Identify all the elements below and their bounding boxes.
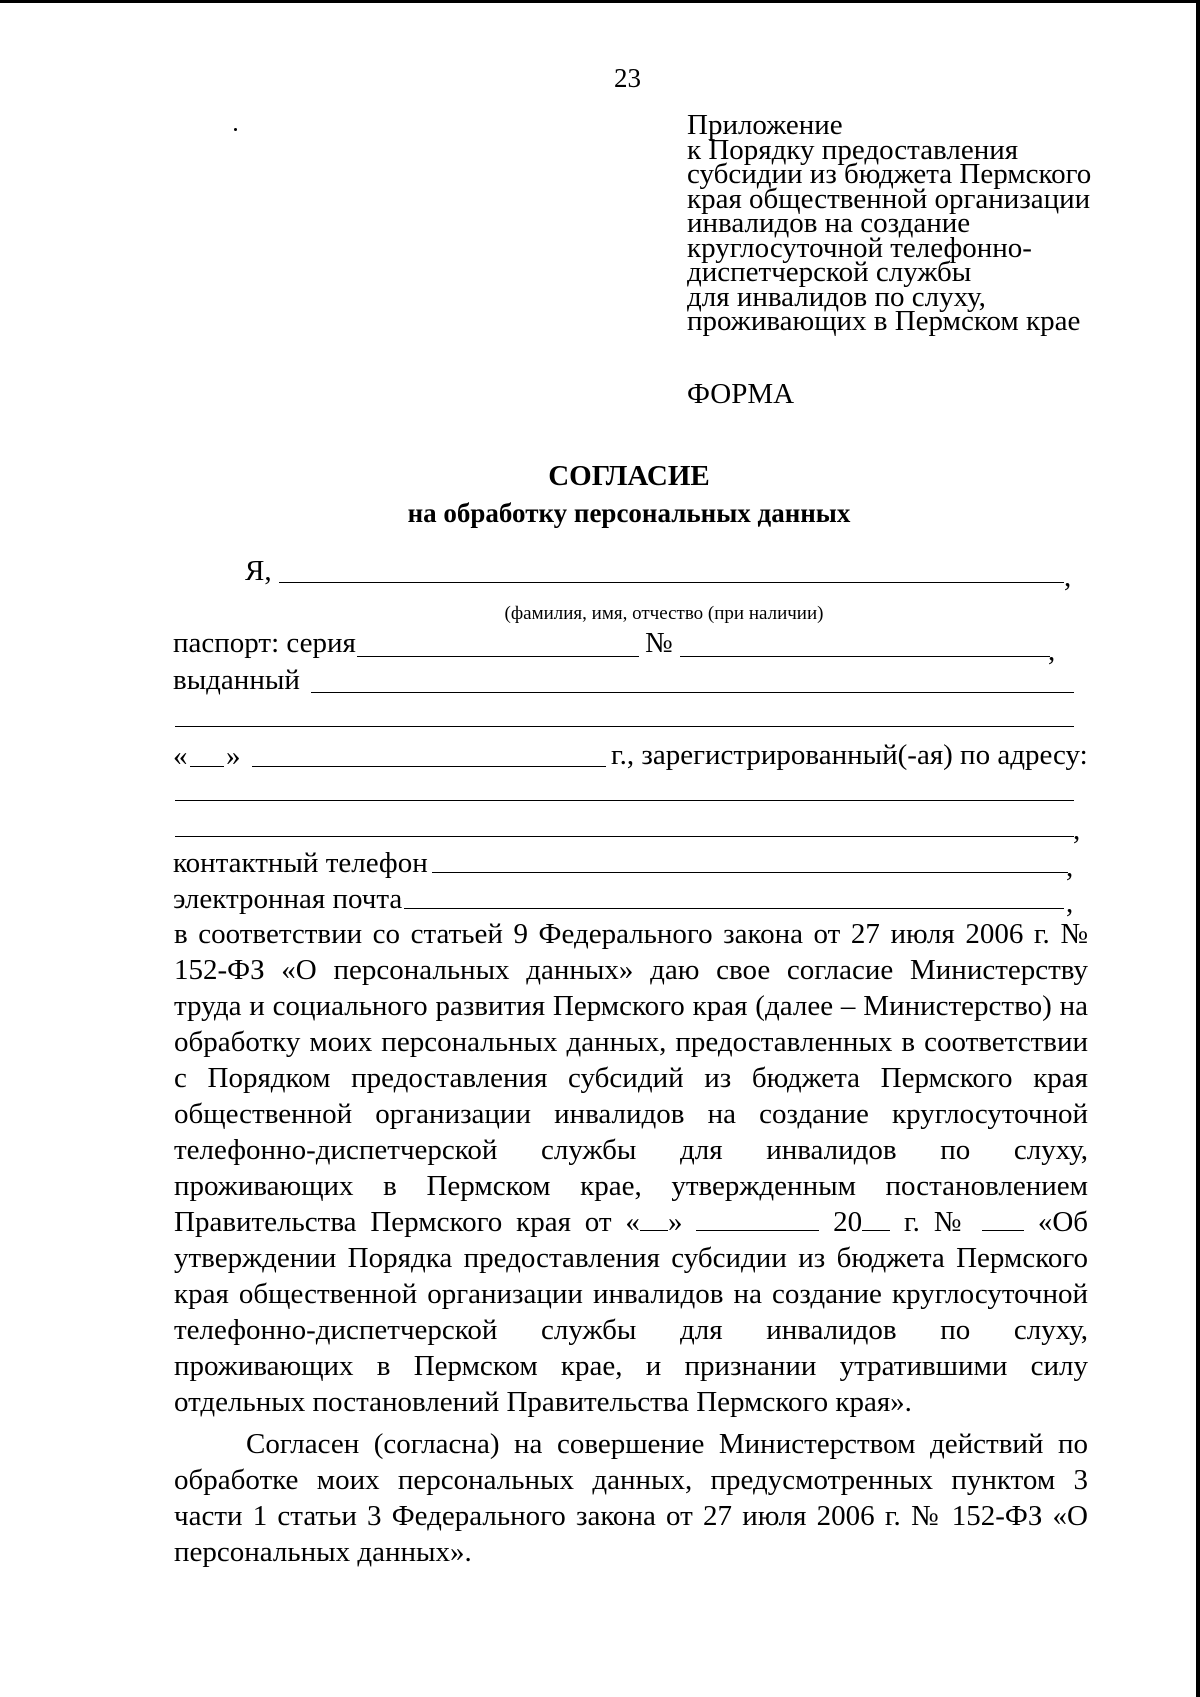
name-field-hint: (фамилия, имя, отчество (при наличии) [504, 603, 824, 624]
scan-border-top [0, 0, 1200, 3]
appendix-line: субсидии из бюджета Пермского [687, 158, 1092, 190]
issue-day-field[interactable] [190, 766, 224, 767]
appendix-line: инвалидов на создание [687, 207, 971, 239]
consent-text-end: «Об утверждении Порядка предоставления субсидии из бюджета Пермского края общественной организации инвалидов на создание круглосуточной телефонно-диспетчерской службы для инвалидов по слуху, проживающих в Пермском крае, и признании утратившими силу отдельных постановлений Правительства Пермского края». [174, 1206, 1089, 1418]
appendix-line: круглосуточной телефонно- [687, 231, 1032, 264]
resolution-day-field[interactable] [640, 1206, 668, 1231]
issue-date-close-quote: » [226, 740, 241, 772]
name-field[interactable] [279, 582, 1064, 583]
comma: , [1064, 561, 1072, 593]
phone-label: контактный телефон [173, 847, 428, 879]
issue-month-year-field[interactable] [252, 766, 606, 767]
passport-number-label: № [645, 627, 673, 659]
appendix-line: Приложение [687, 109, 843, 141]
name-label: Я, [245, 555, 272, 587]
consent-paragraph [174, 916, 1088, 1420]
consent-text-number: г. № [890, 1206, 982, 1238]
scan-border-right [1196, 0, 1200, 1697]
address-field-continued[interactable] [175, 836, 1074, 837]
appendix-line: к Порядку предоставления [687, 133, 1019, 166]
passport-series-label: паспорт: серия [173, 627, 356, 659]
issued-label: выданный [173, 664, 300, 696]
passport-series-field[interactable] [357, 656, 639, 657]
resolution-number-field[interactable] [982, 1206, 1024, 1231]
comma: , [1048, 635, 1056, 667]
document-title: СОГЛАСИЕ [548, 460, 710, 492]
issued-by-field-continued[interactable] [175, 726, 1074, 727]
email-field[interactable] [404, 908, 1064, 909]
consent-text-quote: » [667, 1206, 697, 1238]
resolution-month-field[interactable] [696, 1206, 819, 1231]
form-label: ФОРМА [687, 378, 795, 410]
appendix-block [687, 109, 1107, 337]
issue-date-open-quote: « [173, 740, 188, 772]
page-number: 23 [614, 63, 641, 93]
comma: , [1066, 887, 1074, 919]
email-label: электронная почта [173, 883, 403, 915]
passport-number-field[interactable] [680, 656, 1050, 657]
appendix-line: диспетчерской службы [687, 256, 972, 288]
consent-body [174, 916, 1088, 1570]
phone-field[interactable] [432, 872, 1068, 873]
issued-by-field[interactable] [311, 692, 1074, 693]
comma: , [1073, 814, 1081, 846]
appendix-line: проживающих в Пермском крае [687, 305, 1081, 337]
scan-speck [234, 128, 237, 131]
registered-address-label: г., зарегистрированный(-ая) по адресу: [611, 739, 1088, 771]
appendix-line: края общественной организации [687, 182, 1091, 215]
consent-paragraph-2: Согласен (согласна) на совершение Министерством действий по обработке моих персональных данных, предусмотренных пунктом 3 части 1 статьи 3 Федерального закона от 27 июля 2006 г. № 152-ФЗ «О персональных данных». [174, 1428, 1088, 1568]
appendix-line: для инвалидов по слуху, [687, 280, 986, 313]
comma: , [1066, 851, 1074, 883]
consent-text-start: в соответствии со статьей 9 Федерального закона от 27 июля 2006 г. № 152-ФЗ «О персональных данных» даю свое согласие Министерству труда и социального развития Пермского края (далее – Министерство) на обработку моих персональных данных, предоставленных в соответствии с Порядком предоставления субсидий из бюджета Пермского края общественной организации инвалидов на создание круглосуточной телефонно-диспетчерской службы для инвалидов по слуху, проживающих в Пермском крае, утвержденным постановлением Правительства Пермского края от « [174, 918, 1088, 1238]
consent-text-year: 20 [819, 1206, 863, 1238]
address-field[interactable] [175, 800, 1074, 801]
document-subtitle: на обработку персональных данных [407, 498, 851, 528]
resolution-year-field[interactable] [862, 1206, 890, 1231]
